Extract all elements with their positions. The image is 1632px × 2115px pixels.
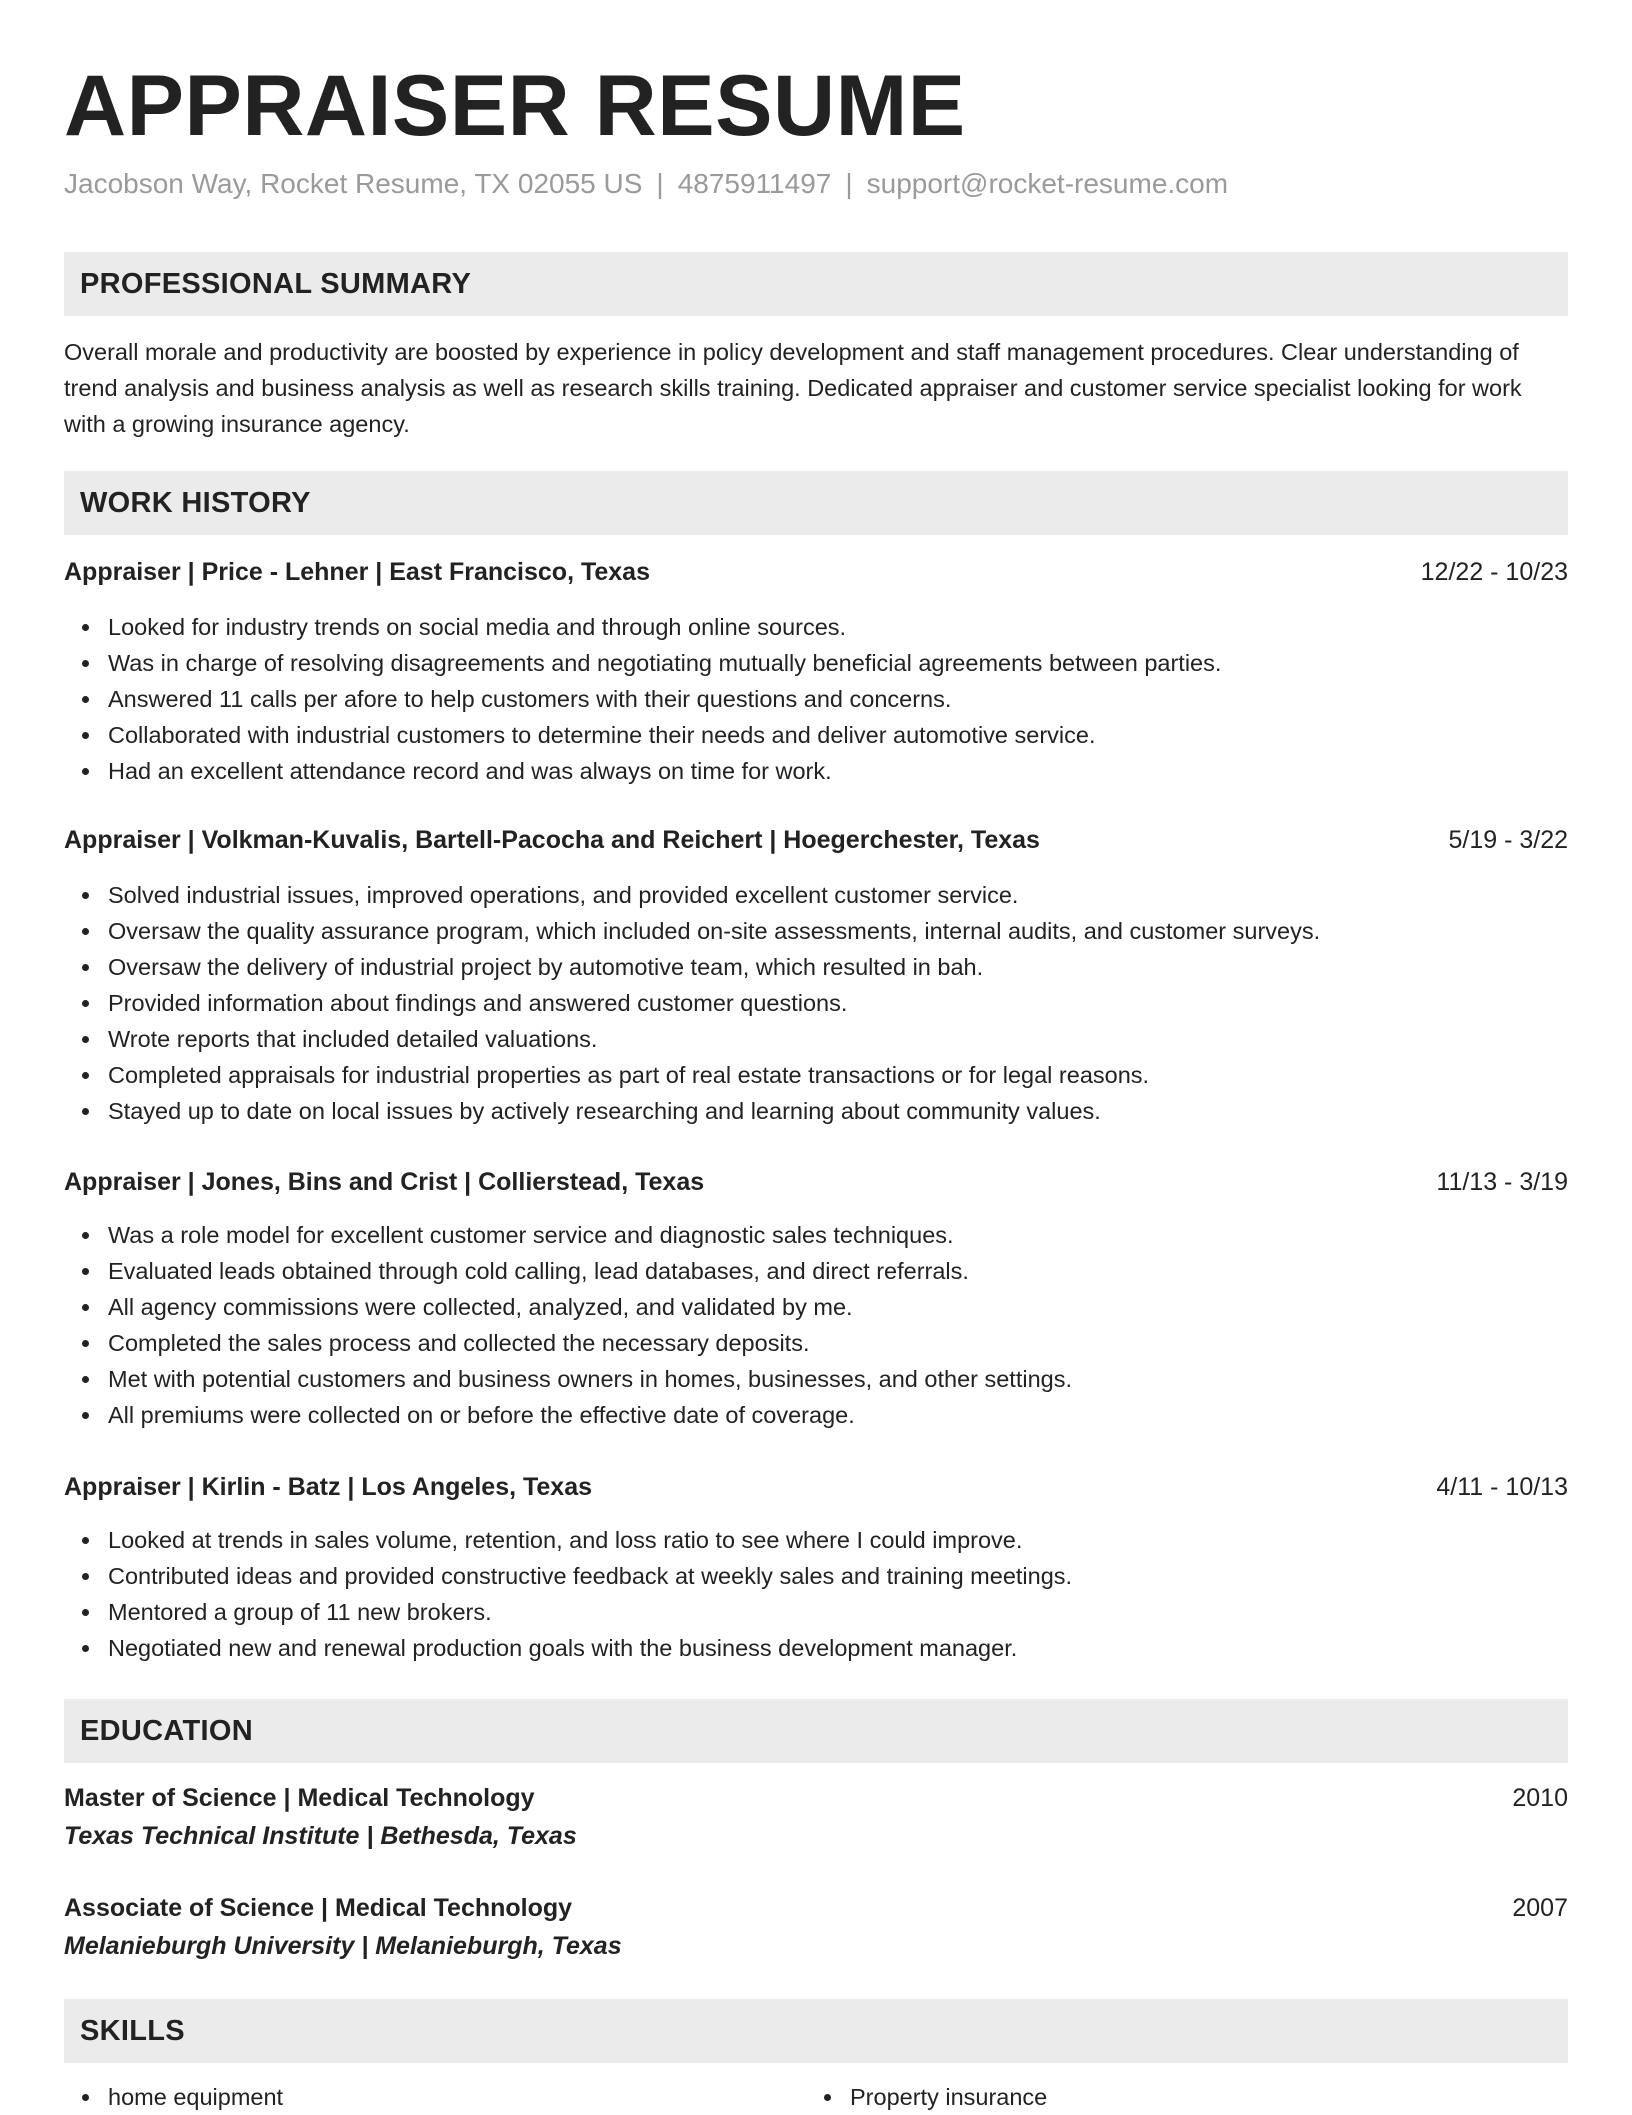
section-heading-work-history: WORK HISTORY bbox=[64, 471, 1568, 535]
job-bullet: Stayed up to date on local issues by actively researching and learning about community values. bbox=[108, 1093, 1568, 1129]
job-bullet: Completed appraisals for industrial properties as part of real estate transactions or for legal reasons. bbox=[108, 1057, 1568, 1093]
job-dates: 5/19 - 3/22 bbox=[1448, 826, 1568, 854]
job-title: Appraiser | Price - Lehner | East Francisco, Texas bbox=[64, 558, 650, 586]
education-year: 2010 bbox=[1512, 1784, 1568, 1812]
job-header bbox=[64, 1165, 1568, 1199]
job-header bbox=[64, 1470, 1568, 1504]
education-degree: Master of Science | Medical Technology bbox=[64, 1784, 535, 1812]
job-bullet: Negotiated new and renewal production goals with the business development manager. bbox=[108, 1630, 1568, 1666]
job-title: Appraiser | Volkman-Kuvalis, Bartell-Pacocha and Reichert | Hoegerchester, Texas bbox=[64, 826, 1040, 854]
job-bullet: All agency commissions were collected, analyzed, and validated by me. bbox=[108, 1289, 1568, 1325]
contact-address: Jacobson Way, Rocket Resume, TX 02055 US bbox=[64, 168, 643, 199]
job-bullet: Collaborated with industrial customers to determine their needs and deliver automotive service. bbox=[108, 717, 1568, 753]
skills-list-left bbox=[64, 2079, 283, 2115]
contact-line bbox=[64, 166, 1228, 202]
job-dates: 11/13 - 3/19 bbox=[1436, 1168, 1568, 1196]
job-header bbox=[64, 823, 1568, 857]
job-bullet: Contributed ideas and provided constructive feedback at weekly sales and training meetings. bbox=[108, 1558, 1568, 1594]
job-title: Appraiser | Jones, Bins and Crist | Collierstead, Texas bbox=[64, 1168, 705, 1196]
job-bullet: Met with potential customers and business owners in homes, businesses, and other settings. bbox=[108, 1361, 1568, 1397]
job-bullet-list bbox=[64, 1217, 1568, 1433]
contact-separator: | bbox=[845, 168, 853, 199]
job-bullet: Provided information about findings and answered customer questions. bbox=[108, 985, 1568, 1021]
job-bullet: Solved industrial issues, improved operations, and provided excellent customer service. bbox=[108, 877, 1568, 913]
education-header bbox=[64, 1781, 1568, 1815]
job-bullet: Evaluated leads obtained through cold calling, lead databases, and direct referrals. bbox=[108, 1253, 1568, 1289]
job-bullet: Had an excellent attendance record and was always on time for work. bbox=[108, 753, 1568, 789]
job-bullet-list bbox=[64, 1522, 1568, 1666]
resume-title: APPRAISER RESUME bbox=[64, 58, 966, 154]
job-bullet: Was a role model for excellent customer service and diagnostic sales techniques. bbox=[108, 1217, 1568, 1253]
education-school: Melanieburgh University | Melanieburgh, Texas bbox=[64, 1932, 622, 1960]
education-header bbox=[64, 1891, 1568, 1925]
job-bullet: Mentored a group of 11 new brokers. bbox=[108, 1594, 1568, 1630]
job-bullet: Looked for industry trends on social media and through online sources. bbox=[108, 609, 1568, 645]
section-heading-education: EDUCATION bbox=[64, 1699, 1568, 1763]
job-title: Appraiser | Kirlin - Batz | Los Angeles, Texas bbox=[64, 1473, 593, 1501]
job-bullet-list bbox=[64, 609, 1568, 789]
skill-item: home equipment bbox=[108, 2079, 283, 2115]
job-bullet: Answered 11 calls per afore to help customers with their questions and concerns. bbox=[108, 681, 1568, 717]
education-year: 2007 bbox=[1512, 1894, 1568, 1922]
job-bullet: All premiums were collected on or before the effective date of coverage. bbox=[108, 1397, 1568, 1433]
job-bullet: Wrote reports that included detailed valuations. bbox=[108, 1021, 1568, 1057]
contact-phone: 4875911497 bbox=[677, 168, 832, 199]
job-dates: 4/11 - 10/13 bbox=[1436, 1473, 1568, 1501]
contact-email[interactable]: support@rocket-resume.com bbox=[866, 168, 1229, 199]
skill-item: Property insurance bbox=[850, 2079, 1047, 2115]
education-degree: Associate of Science | Medical Technology bbox=[64, 1894, 573, 1922]
education-school: Texas Technical Institute | Bethesda, Texas bbox=[64, 1822, 577, 1850]
job-dates: 12/22 - 10/23 bbox=[1420, 558, 1568, 586]
job-bullet-list bbox=[64, 877, 1568, 1129]
job-header bbox=[64, 555, 1568, 589]
skills-list-right bbox=[806, 2079, 1047, 2115]
job-bullet: Was in charge of resolving disagreements and negotiating mutually beneficial agreements between parties. bbox=[108, 645, 1568, 681]
section-heading-summary: PROFESSIONAL SUMMARY bbox=[64, 252, 1568, 316]
summary-text: Overall morale and productivity are boosted by experience in policy development and staff management procedures. Clear understanding of trend analysis and business analysis as well as research skills training. Dedicated appraiser and customer service specialist looking for work with a growing insurance agency. bbox=[64, 339, 1522, 437]
section-heading-skills: SKILLS bbox=[64, 1999, 1568, 2063]
contact-separator: | bbox=[656, 168, 664, 199]
job-bullet: Oversaw the delivery of industrial project by automotive team, which resulted in bah. bbox=[108, 949, 1568, 985]
job-bullet: Oversaw the quality assurance program, which included on-site assessments, internal audits, and customer surveys. bbox=[108, 913, 1568, 949]
job-bullet: Looked at trends in sales volume, retention, and loss ratio to see where I could improve. bbox=[108, 1522, 1568, 1558]
job-bullet: Completed the sales process and collected the necessary deposits. bbox=[108, 1325, 1568, 1361]
